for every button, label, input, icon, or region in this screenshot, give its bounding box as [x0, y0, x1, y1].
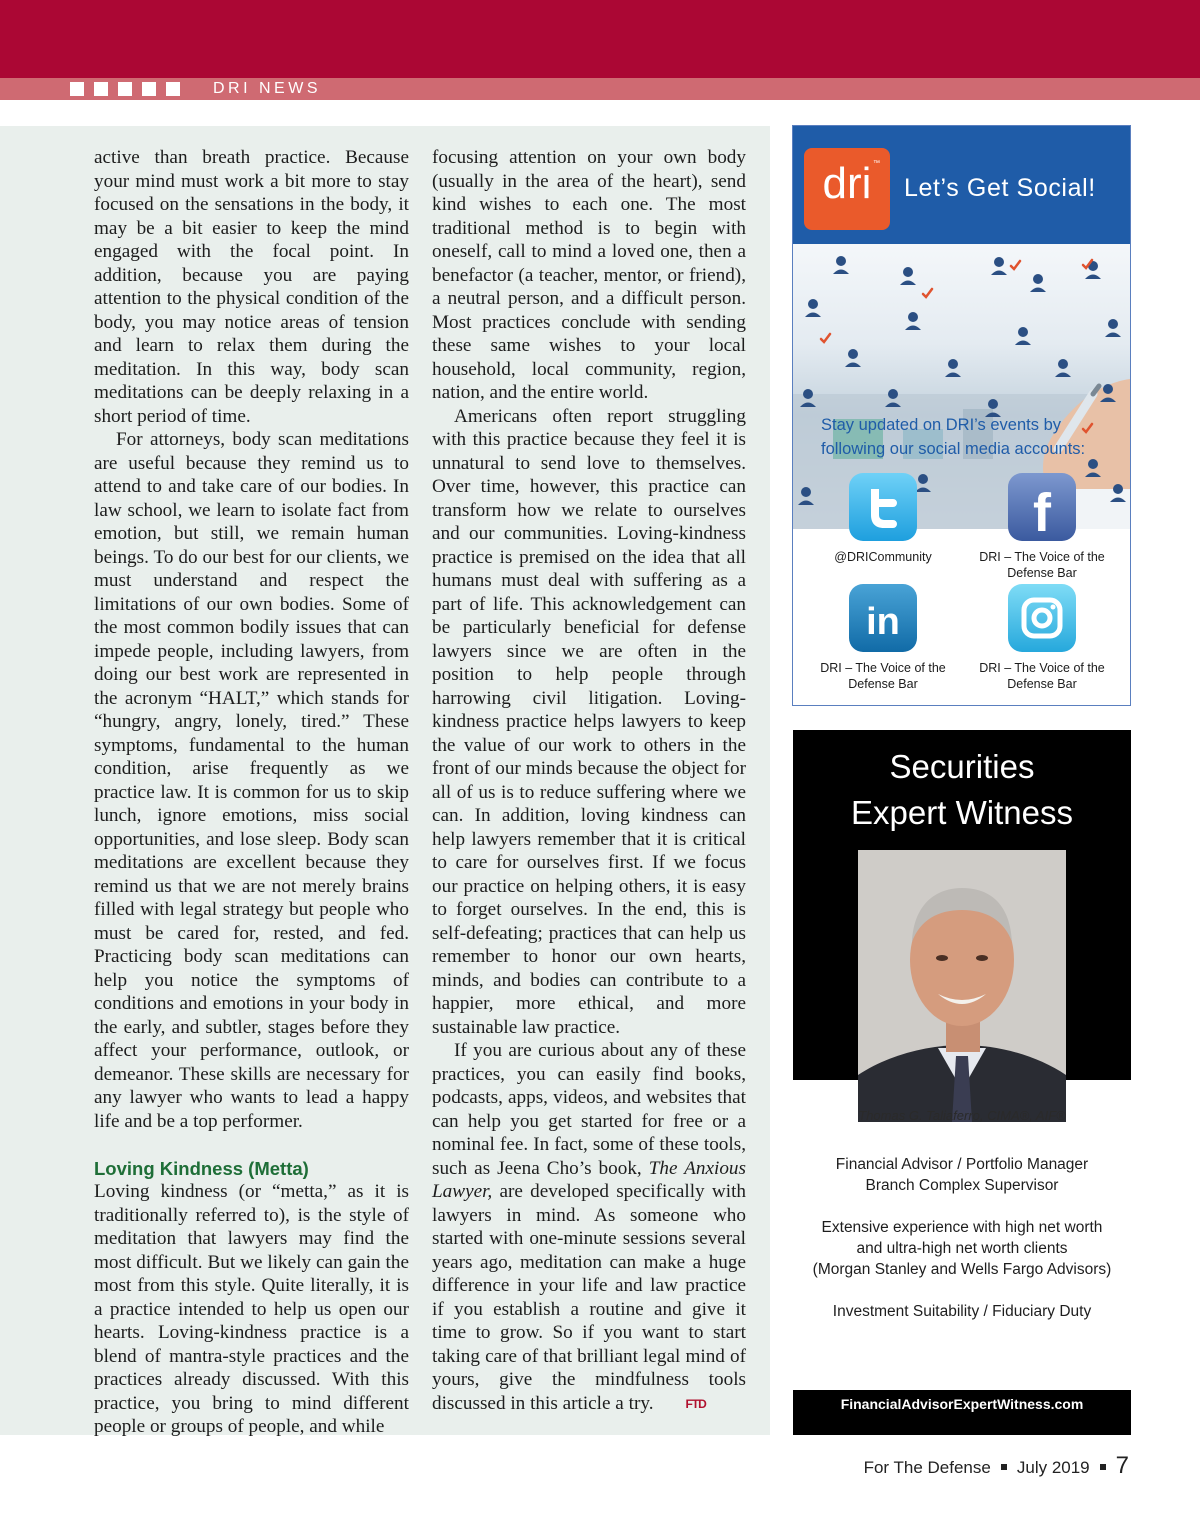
section-bar — [0, 78, 1200, 100]
article-column-2 — [432, 146, 746, 1416]
square-icon — [118, 82, 132, 96]
paragraph: active than breath practice. Because your mind must work a bit more to stay focused on the sensations in the body, it may be a bit easier to keep the mind engaged with the focal point. In addition, because you are paying attention to the physical condition of the body, you may notice areas of tension and learn to relax them during the meditation. In this way, body scan meditations can be deeply relaxing in a short period of time. — [94, 147, 409, 427]
facebook-icon[interactable] — [1008, 473, 1076, 541]
instagram-handle[interactable]: DRI – The Voice of the Defense Bar — [979, 661, 1105, 691]
paragraph: Americans often report struggling with this practice because they feel it is unnatural to send love to themselves. Over time, however, this practice can transform how we relate to ourselves and our communities. Loving-kindness practice is premised on the idea that all humans must deal with suffering as a part of life. This acknowledgement can be particularly beneficial for defense lawyers since we are often in the position to help people through harrowing civil litigation. Loving-kindness practice helps lawyers to keep the value of our work to others in the front of our minds because the object for all of us is to reduce suffering where we can. In addition, loving kindness can help lawyers remember that it is critical to care for ourselves first. If we focus our practice on helping others, it is easy to forget ourselves. In the end, this is self-defeating; practices that can help us remember to honor our own hearts, minds, and bodies can contribute to a happier, more ethical, and more sustainable law practice. — [432, 405, 746, 1038]
square-icon — [70, 82, 84, 96]
instagram-icon[interactable] — [1008, 584, 1076, 652]
portrait-photo — [858, 850, 1066, 1122]
twitter-icon[interactable] — [849, 473, 917, 541]
social-network-photo — [793, 244, 1130, 529]
square-icon — [94, 82, 108, 96]
ad-title: Securities Expert Witness — [851, 748, 1073, 831]
book-title: The Anxious Lawyer, — [432, 1157, 746, 1202]
square-icon — [142, 82, 156, 96]
social-ad-text: Stay updated on DRI’s events by following our social media accounts: — [821, 416, 1086, 458]
page-number: 7 — [1115, 1452, 1129, 1479]
svg-text:f: f — [1033, 483, 1051, 541]
ad-website-link[interactable]: FinancialAdvisorExpertWitness.com — [840, 1396, 1084, 1412]
text-run: are developed specifically with lawyers in mind. As someone who started with one-minute sessions several years ago, meditation can make a huge difference in your life and law practice if you establish a routine and give it time to grow. So if you want to start taking care of that brilliant legal mind of yours, give the mindfulness tools discussed in this article a try. — [432, 1181, 746, 1414]
svg-text:in: in — [866, 601, 900, 643]
ad-details: Financial Advisor / Portfolio Manager Branch Complex Supervisor Extensive experience with high net worth and ultra-high net worth clients (Morgan Stanley and Wells Fargo Advisors) Investment Suitability / Fiduciary Duty — [812, 1156, 1112, 1320]
portrait-caption: Thomas G. Taliaferro, CIMA®, AIF® — [858, 1108, 1066, 1123]
page-footer — [864, 1452, 1129, 1480]
bullet-icon — [1001, 1464, 1007, 1470]
linkedin-icon[interactable] — [849, 584, 917, 652]
social-ad-header — [793, 126, 1130, 244]
bullet-icon — [1100, 1464, 1106, 1470]
linkedin-handle[interactable]: DRI – The Voice of the Defense Bar — [820, 661, 946, 691]
article-column-1 — [94, 146, 409, 1439]
subheading: Loving Kindness (Metta) — [94, 1157, 309, 1179]
issue-date: July 2019 — [1016, 1458, 1090, 1477]
paragraph — [432, 1039, 746, 1416]
paragraph: For attorneys, body scan meditations are useful because they remind us to attend to and take care of our bodies. In law school, we learn to isolate fact from emotion, but still, we remain human beings. To do our best for our clients, we must understand and respect the limitations of our own bodies. Some of the most common bodily issues that can impede people, including lawyers, from doing our best work are represented in the acronym “HALT,” which stands for “hungry, angry, lonely, tired.” These symptoms, fundamental to the human condition, arise frequently as we practice law. It is common for us to skip lunch, ignore emotions, miss social opportunities, and lose sleep. Body scan meditations are excellent because they remind us that we are not merely brains filled with legal strategy but people who must be cared for, rested, and fed. Practicing body scan meditations can help you notice the symptoms of conditions and emotions in your body in the early, and subtler, stages before they affect your performance, outlook, or demeanor. These skills are necessary for any lawyer who wants to lead a happy life and be a top performer. — [94, 429, 409, 1132]
twitter-handle[interactable]: @DRICommunity — [834, 550, 932, 564]
section-label: DRI NEWS — [213, 80, 321, 97]
securities-expert-ad — [793, 730, 1131, 1435]
social-ad-title: Let’s Get Social! — [904, 174, 1096, 202]
paragraph: Loving kindness (or “metta,” as it is traditionally referred to), is the style of meditation that lawyers may find the most difficult. But we likely can gain the most from this style. Quite literally, it is a practice intended to help us open our hearts. Loving-kindness practice is a blend of mantra-style practices and the practices already discussed. With this practice, you bring to mind different people or groups of people, and while — [94, 1181, 409, 1437]
square-icon — [166, 82, 180, 96]
paragraph: focusing attention on your own body (usually in the area of the heart), send kind wishes to each one. The most traditional method is to begin with oneself, call to mind a loved one, then a benefactor (a teacher, mentor, or friend), a neutral person, and a difficult person. Most practices conclude with sending these same wishes to your local household, local community, region, nation, and the entire world. — [432, 147, 746, 403]
social-media-ad — [792, 125, 1131, 706]
dri-logo: dri ™ — [804, 148, 890, 230]
text-run: If you are curious about any of these practices, you can easily find books, podcasts, apps, videos, and websites that can help you get started for free or a nominal fee. In fact, some of these tools, such as Jeena Cho’s book, — [432, 1040, 746, 1179]
publication-name: For The Defense — [863, 1458, 991, 1477]
facebook-handle[interactable]: DRI – The Voice of the Defense Bar — [979, 550, 1105, 580]
masthead-band — [0, 0, 1200, 78]
end-mark-icon: FTD — [685, 1396, 706, 1411]
